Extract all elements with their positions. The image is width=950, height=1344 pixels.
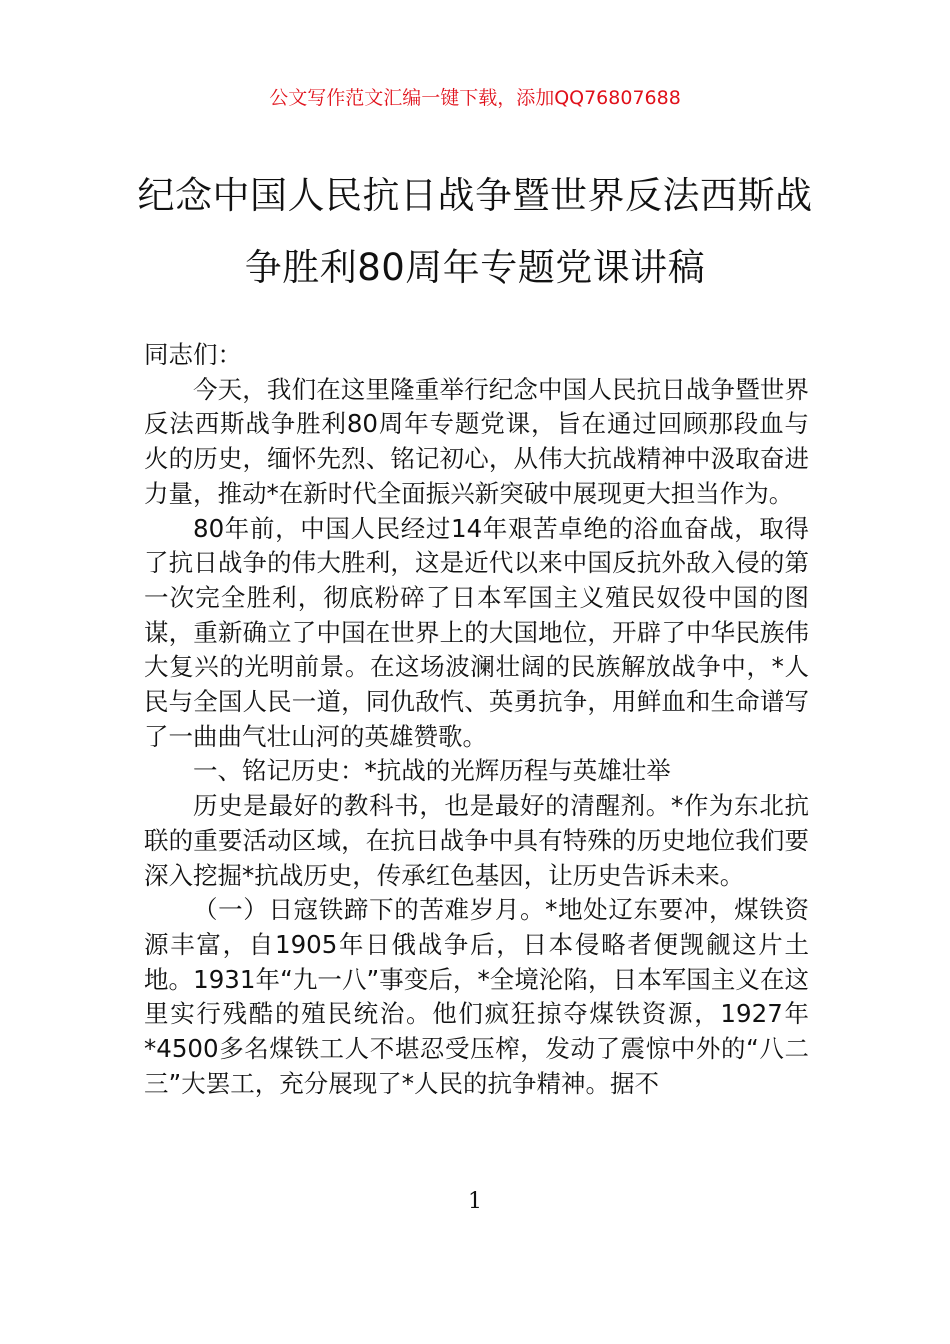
header-note: 公文写作范文汇编一键下载，添加QQ76807688 xyxy=(269,87,681,109)
paragraph-intro: 今天，我们在这里隆重举行纪念中国人民抗日战争暨世界反法西斯战争胜利80周年专题党课，旨在通过回顾那段血与火的历史，缅怀先烈、铭记初心，从伟大抗战精神中汲取奋进力量，推动*在新时代全面振兴新突破中展现更大担当作为。 xyxy=(144,374,809,508)
page-number: 1 xyxy=(468,1189,482,1214)
paragraph-history: 80年前，中国人民经过14年艰苦卓绝的浴血奋战，取得了抗日战争的伟大胜利，这是近代以来中国反抗外敌入侵的第一次完全胜利，彻底粉碎了日本军国主义殖民奴役中国的图谋，重新确立了中国在世界上的大国地位，开辟了中华民族伟大复兴的光明前景。在这场波澜壮阔的民族解放战争中，*人民与全国人民一道，同仇敌忾、英勇抗争，用鲜血和生命谱写了一曲曲气壮山河的英雄赞歌。 xyxy=(144,513,809,751)
document-title-line-1: 纪念中国人民抗日战争暨世界反法西斯战 xyxy=(137,174,813,217)
salutation: 同志们： xyxy=(144,340,242,369)
document-body xyxy=(144,338,809,1101)
section-heading-1: 一、铭记历史：*抗战的光辉历程与英雄壮举 xyxy=(193,756,671,786)
document-title-line-2: 争胜利80周年专题党课讲稿 xyxy=(244,246,706,289)
paragraph-section-1: 历史是最好的教科书，也是最好的清醒剂。*作为东北抗联的重要活动区域，在抗日战争中具有特殊的历史地位我们要深入挖掘*抗战历史，传承红色基因，让历史告诉未来。 xyxy=(144,791,809,890)
paragraph-subsection-1: （一）日寇铁蹄下的苦难岁月。*地处辽东要冲，煤铁资源丰富，自1905年日俄战争后，日本侵略者便觊觎这片土地。1931年“九一八”事变后，*全境沦陷，日本军国主义在这里实行残酷的殖民统治。他们疯狂掠夺煤铁资源，1927年*4500多名煤铁工人不堪忍受压榨，发动了震惊中外的“八二三”大罢工，充分展现了*人民的抗争精神。据不 xyxy=(144,895,809,1098)
